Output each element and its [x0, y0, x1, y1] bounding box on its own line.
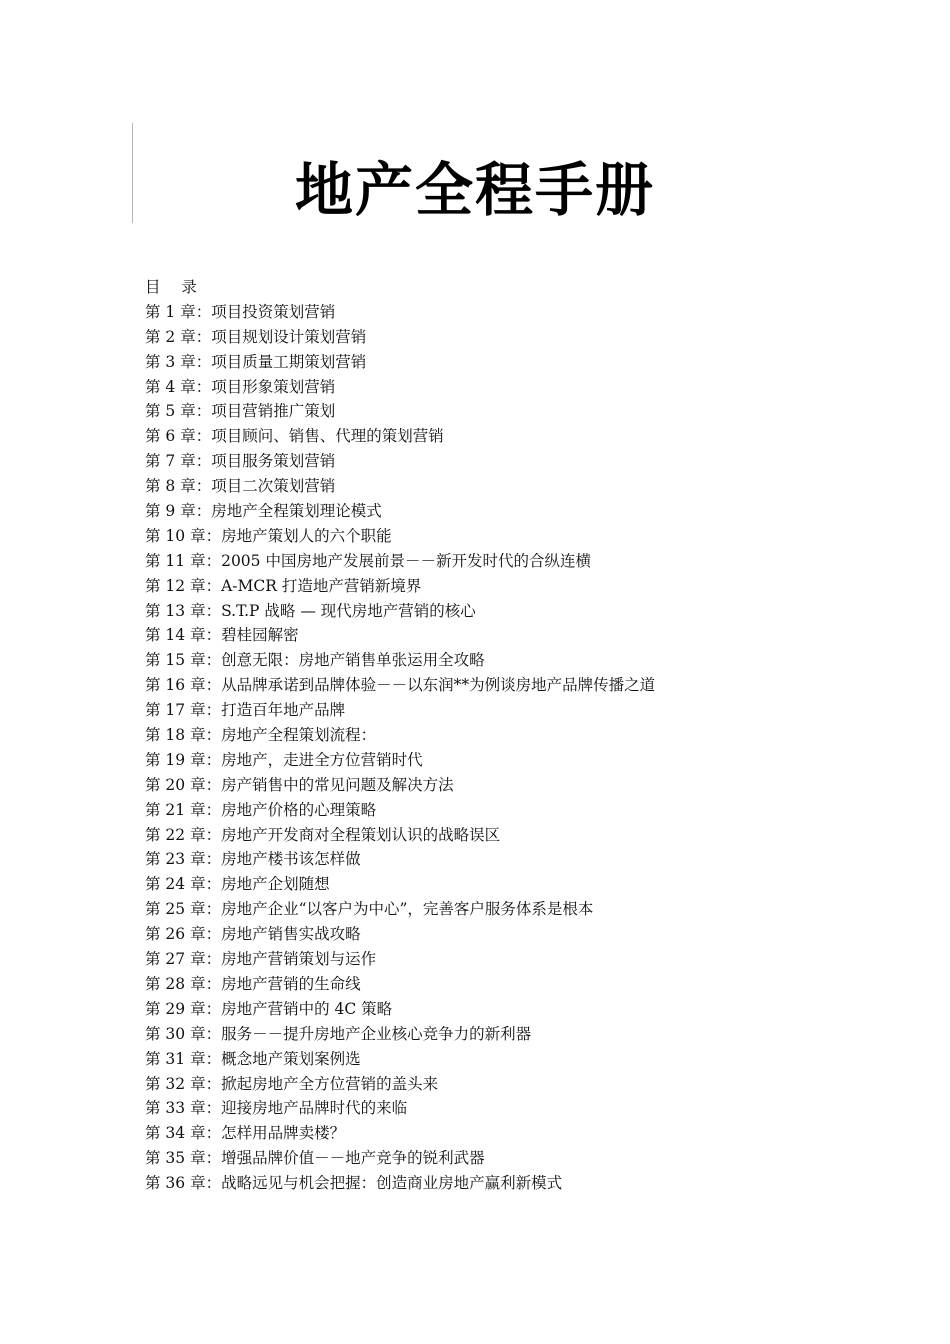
toc-list — [145, 300, 905, 1196]
document-title: 地产全程手册 — [294, 156, 655, 224]
toc-item: 第 26 章：房地产销售实战攻略 — [145, 925, 361, 944]
toc-item: 第 17 章：打造百年地产品牌 — [145, 701, 346, 720]
toc-item: 第 31 章：概念地产策划案例选 — [145, 1049, 361, 1068]
toc-item: 第 2 章：项目规划设计策划营销 — [145, 327, 367, 346]
toc-item: 第 1 章：项目投资策划营销 — [145, 302, 336, 321]
toc-item: 第 23 章：房地产楼书该怎样做 — [145, 850, 361, 869]
toc-item: 第 18 章：房地产全程策划流程： — [145, 726, 377, 745]
toc-item: 第 6 章：项目顾问、销售、代理的策划营销 — [145, 427, 444, 446]
toc-item: 第 14 章：碧桂园解密 — [145, 626, 299, 645]
toc-item: 第 19 章：房地产，走进全方位营销时代 — [145, 750, 423, 769]
toc-item: 第 24 章：房地产企划随想 — [145, 875, 330, 894]
table-of-contents — [145, 275, 905, 1196]
toc-item: 第 16 章：从品牌承诺到品牌体验－－以东润**为例谈房地产品牌传播之道 — [145, 676, 656, 695]
toc-item: 第 7 章：项目服务策划营销 — [145, 452, 336, 471]
toc-item: 第 36 章：战略远见与机会把握：创造商业房地产赢利新模式 — [145, 1174, 563, 1193]
toc-item: 第 8 章：项目二次策划营销 — [145, 477, 336, 496]
toc-item: 第 33 章：迎接房地产品牌时代的来临 — [145, 1099, 408, 1118]
toc-item: 第 5 章：项目营销推广策划 — [145, 402, 336, 421]
toc-item: 第 21 章：房地产价格的心理策略 — [145, 800, 377, 819]
toc-item: 第 28 章：房地产营销的生命线 — [145, 974, 361, 993]
toc-item: 第 11 章：2005 中国房地产发展前景－－新开发时代的合纵连横 — [145, 551, 591, 570]
toc-item: 第 29 章：房地产营销中的 4C 策略 — [145, 999, 393, 1018]
toc-item: 第 9 章：房地产全程策划理论模式 — [145, 502, 382, 521]
toc-item: 第 12 章：A-MCR 打造地产营销新境界 — [145, 576, 422, 595]
toc-heading: 目 录 — [145, 278, 205, 296]
toc-item: 第 3 章：项目质量工期策划营销 — [145, 352, 367, 371]
toc-item: 第 15 章：创意无限：房地产销售单张运用全攻略 — [145, 651, 485, 670]
toc-item: 第 30 章：服务－－提升房地产企业核心竞争力的新利器 — [145, 1024, 532, 1043]
toc-item: 第 27 章：房地产营销策划与运作 — [145, 950, 377, 969]
toc-item: 第 35 章：增强品牌价值－－地产竞争的锐利武器 — [145, 1149, 485, 1168]
toc-item: 第 32 章：掀起房地产全方位营销的盖头来 — [145, 1074, 439, 1093]
toc-item: 第 10 章：房地产策划人的六个职能 — [145, 526, 392, 545]
toc-item: 第 34 章：怎样用品牌卖楼？ — [145, 1124, 346, 1143]
toc-item: 第 13 章：S.T.P 战略 — 现代房地产营销的核心 — [145, 601, 476, 620]
toc-item: 第 20 章：房产销售中的常见问题及解决方法 — [145, 775, 454, 794]
toc-item: 第 4 章：项目形象策划营销 — [145, 377, 336, 396]
toc-item: 第 22 章：房地产开发商对全程策划认识的战略误区 — [145, 825, 501, 844]
toc-item: 第 25 章：房地产企业“以客户为中心”，完善客户服务体系是根本 — [145, 900, 594, 919]
